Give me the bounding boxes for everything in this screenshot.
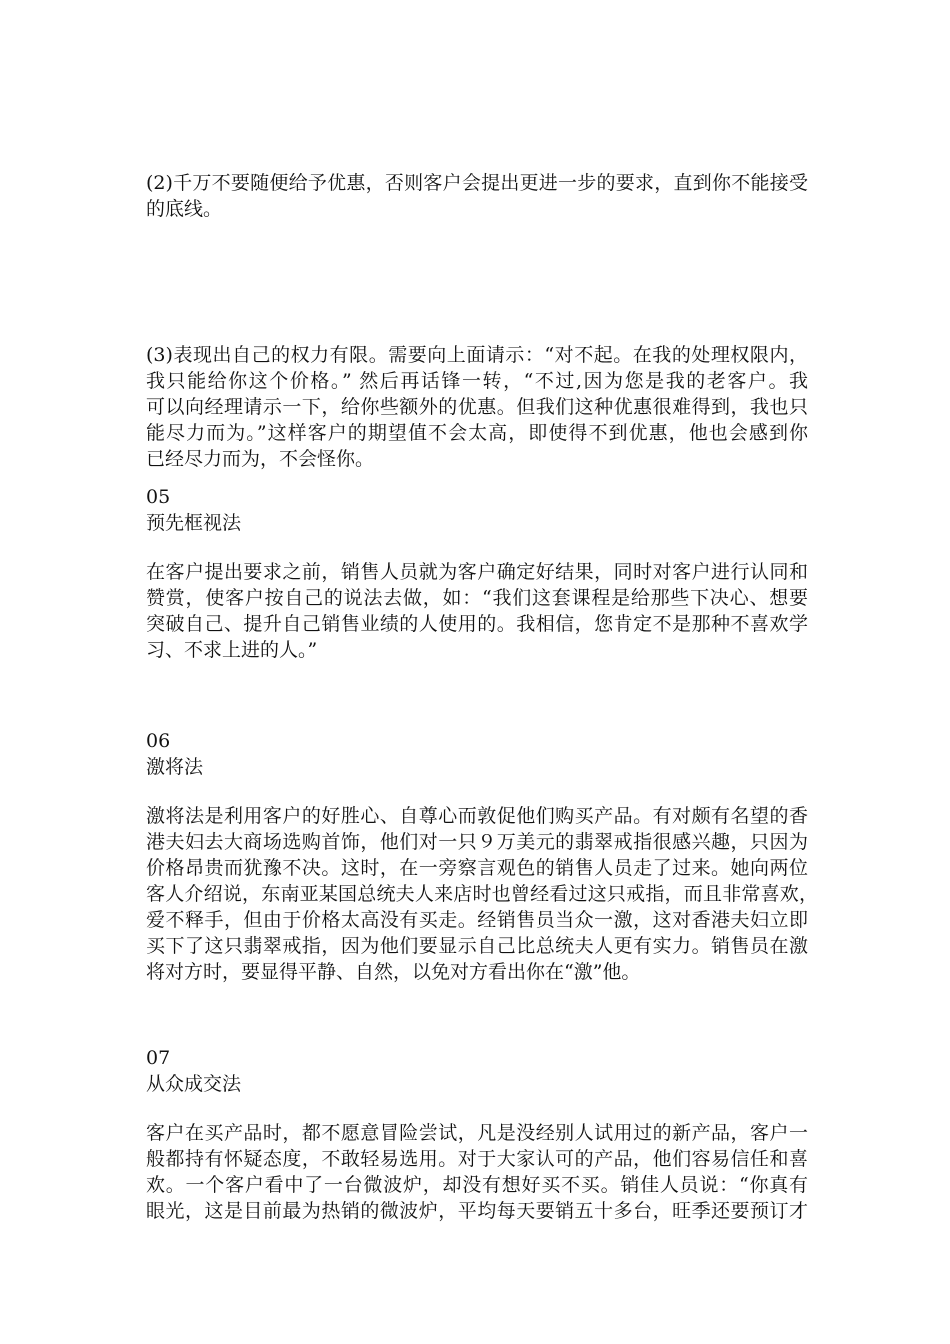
- text-line: 爱不释手，但由于价格太高没有买走。经销售员当众一激，这对香港夫妇立即: [146, 909, 808, 931]
- text-line: 般都持有怀疑态度，不敢轻易选用。对于大家认可的产品，他们容易信任和喜: [146, 1148, 808, 1170]
- text-line: 将对方时，要显得平静、自然，以免对方看出你在“激”他。: [146, 961, 641, 983]
- section-number: 07: [146, 1047, 171, 1069]
- section-05: [146, 484, 808, 663]
- paragraph-2-no-discount: [146, 170, 808, 222]
- section-number: 06: [146, 730, 171, 752]
- section-title: 预先框视法: [146, 512, 242, 534]
- text-line: 可以向经理请示一下，给你些额外的优惠。但我们这种优惠很难得到，我也只: [146, 396, 808, 418]
- text-line: 习、不求上进的人。”: [146, 639, 318, 661]
- paragraph-3-limited-authority: [146, 342, 808, 472]
- text-line: 价格昂贵而犹豫不决。这时，在一旁察言观色的销售人员走了过来。她向两位: [146, 857, 808, 879]
- text-line: 已经尽力而为，不会怪你。: [146, 448, 375, 470]
- text-line: 客户在买产品时，都不愿意冒险尝试，凡是没经别人试用过的新产品，客户一: [146, 1122, 808, 1144]
- section-title: 激将法: [146, 756, 204, 778]
- text-line: 眼光，这是目前最为热销的微波炉，平均每天要销五十多台，旺季还要预订才: [146, 1200, 808, 1222]
- text-line: 赞赏，使客户按自己的说法去做，如：“我们这套课程是给那些下决心、想要: [146, 587, 808, 609]
- text-line: 买下了这只翡翠戒指，因为他们要显示自己比总统夫人更有实力。销售员在激: [146, 935, 808, 957]
- section-07: [146, 1045, 808, 1224]
- text-line: 欢。一个客户看中了一台微波炉，却没有想好买不买。销佳人员说：“你真有: [146, 1174, 808, 1196]
- text-line: (2)千万不要随便给予优惠，否则客户会提出更进一步的要求，直到你不能接受: [146, 172, 808, 194]
- text-line: (3)表现出自己的权力有限。需要向上面请示：“对不起。在我的处理权限内，: [146, 344, 808, 366]
- text-line: 在客户提出要求之前，销售人员就为客户确定好结果，同时对客户进行认同和: [146, 561, 808, 583]
- text-line: 的底线。: [146, 198, 223, 220]
- text-line: 突破自己、提升自己销售业绩的人使用的。我相信，您肯定不是那种不喜欢学: [146, 613, 808, 635]
- section-06: [146, 728, 818, 985]
- text-line: 激将法是利用客户的好胜心、自尊心而敦促他们购买产品。有对颇有名望的香: [146, 805, 808, 827]
- text-line: 客人介绍说，东南亚某国总统夫人来店时也曾经看过这只戒指，而且非常喜欢，: [146, 883, 818, 905]
- text-line: 我只能给你这个价格。” 然后再话锋一转，“不过,因为您是我的老客户。我: [146, 370, 808, 392]
- section-number: 05: [146, 486, 171, 508]
- text-line: 能尽力而为。”这样客户的期望值不会太高，即使得不到优惠，他也会感到你: [146, 422, 808, 444]
- text-line: 港夫妇去大商场选购首饰，他们对一只９万美元的翡翠戒指很感兴趣，只因为: [146, 831, 808, 853]
- section-title: 从众成交法: [146, 1073, 242, 1095]
